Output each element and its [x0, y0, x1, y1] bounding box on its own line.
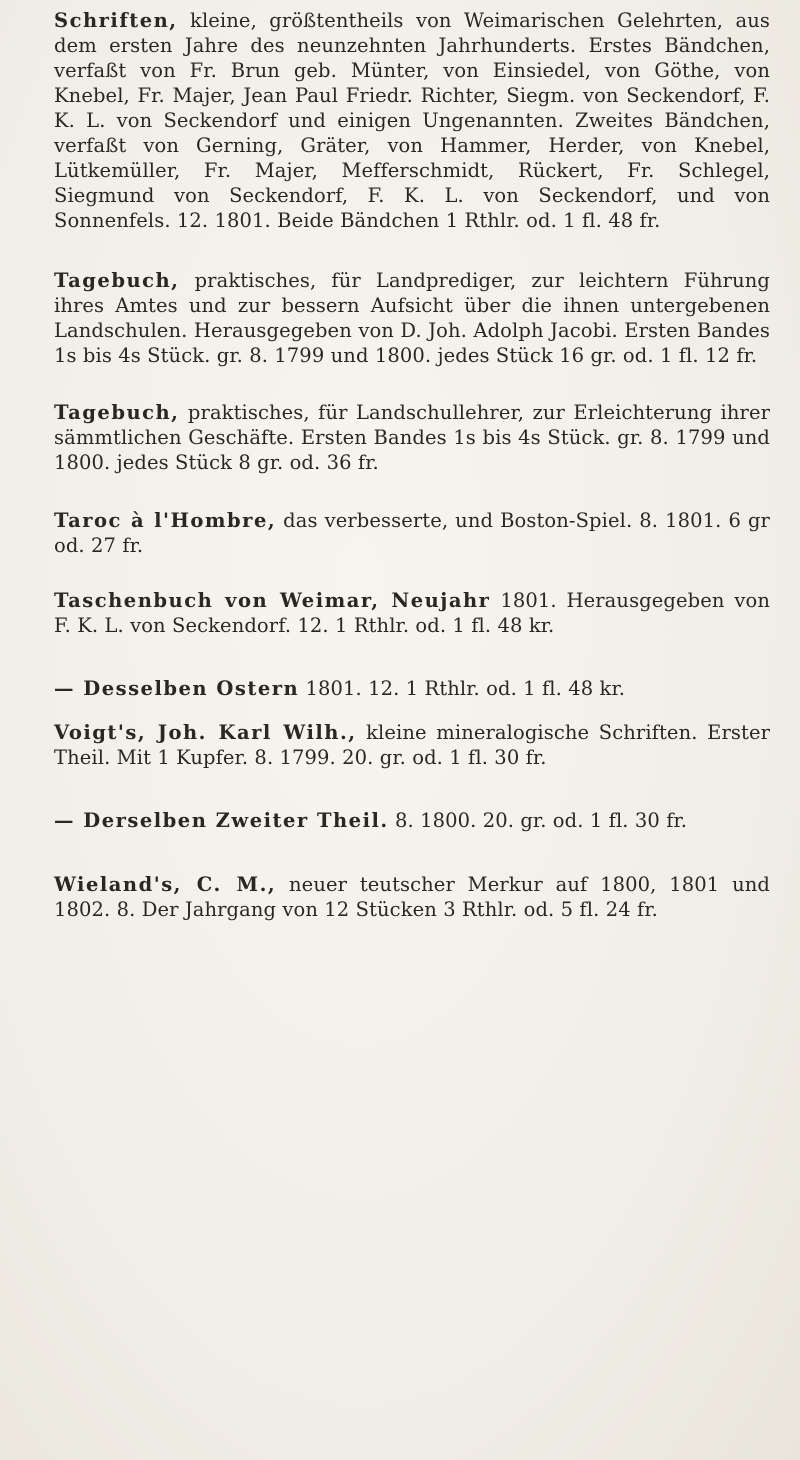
- entry-taschenbuch: [54, 588, 770, 638]
- entry-title: — Desselben Ostern: [54, 677, 300, 700]
- entry-title: Wieland's, C. M.,: [54, 873, 277, 896]
- entry-price: 48 fr.: [601, 209, 661, 232]
- entry-description: kleine, größtentheils von Weimarischen Gelehrten, aus dem ersten Jahre des neunzehnten Jahrhunderts. Erstes Bändchen, verfaßt von Fr. Brun geb. Münter, von Einsiedel, von Göthe, von Knebel, Fr. Majer, Jean Paul Friedr. Richter, Siegm. von Seckendorf, F. K. L. von Seckendorf und einigen Ungenannten. Zweites Bändchen, verfaßt von Gerning, Gräter, von Hammer, Herder, von Knebel, Lütkemüller, Fr. Majer, Mefferschmidt, Rückert, Fr. Schlegel, Siegmund von Seckendorf, F. K. L. von Seckendorf, und von Sonnenfels. 12. 1801. Beide Bändchen 1 Rthlr. od. 1 fl.: [54, 9, 770, 232]
- entry-title: Tagebuch,: [54, 269, 180, 292]
- entry-description: 1801. 12. 1 Rthlr. od. 1 fl. 48 kr.: [299, 677, 626, 700]
- entry-tagebuch-landschullehrer: [54, 400, 770, 475]
- entry-title: Schriften,: [54, 9, 178, 32]
- entry-description: kleine mineralogische Schriften. Erster Theil. Mit 1 Kupfer. 8. 1799. 20. gr. od.: [54, 721, 770, 769]
- entry-title: Tagebuch,: [54, 401, 180, 424]
- entry-description: praktisches, für Landprediger, zur leichtern Führung ihres Amtes und zur bessern Aufsicht über die ihnen untergebenen Landschulen. Herausgegeben von D. Joh. Adolph Jacobi. Ersten Bandes 1s bis 4s Stück. gr. 8. 1799 und 1800. jedes Stück 16 gr. od. 1 fl.: [54, 269, 770, 367]
- entry-description: 1801. Herausgegeben von F. K. L. von Seckendorf. 12. 1 Rthlr. od. 1 fl.: [54, 589, 770, 637]
- entry-price: 12 fr.: [698, 344, 758, 367]
- entry-taroc: [54, 508, 770, 558]
- entry-description: das verbesserte, und Boston-Spiel. 8. 1801. 6 gr od. 27 fr.: [54, 509, 770, 557]
- entry-description: neuer teutscher Merkur auf 1800, 1801 und 1802. 8. Der Jahrgang von 12 Stücken 3 Rthlr. od. 5 fl.: [54, 873, 770, 921]
- entry-title: Voigt's, Joh. Karl Wilh.,: [54, 721, 357, 744]
- entry-price: 48 kr.: [491, 614, 555, 637]
- entry-wieland: [54, 872, 770, 922]
- entry-price: 36 fr.: [320, 451, 379, 474]
- entry-tagebuch-landprediger: [54, 268, 770, 368]
- entry-description: 8. 1800. 20. gr. od. 1 fl.: [388, 809, 629, 832]
- entry-title: — Derselben Zweiter Theil.: [54, 809, 389, 832]
- entry-schriften: [54, 8, 770, 233]
- entry-description: praktisches, für Landschullehrer, zur Erleichterung ihrer sämmtlichen Geschäfte. Ersten Bandes 1s bis 4s Stück. gr. 8. 1799 und 1800. jedes Stück 8 gr. od.: [54, 401, 770, 474]
- entry-price: 1 fl. 30 fr.: [442, 746, 547, 769]
- entry-price: 24 fr.: [599, 898, 658, 921]
- entry-voigt-zweiter-theil: [54, 808, 770, 833]
- entry-voigt: [54, 720, 770, 770]
- entry-title: Taschenbuch von Weimar, Neujahr: [54, 589, 491, 612]
- entry-desselben-ostern: [54, 676, 770, 701]
- entry-title: Taroc à l'Hombre,: [54, 509, 277, 532]
- entry-price: 30 fr.: [628, 809, 688, 832]
